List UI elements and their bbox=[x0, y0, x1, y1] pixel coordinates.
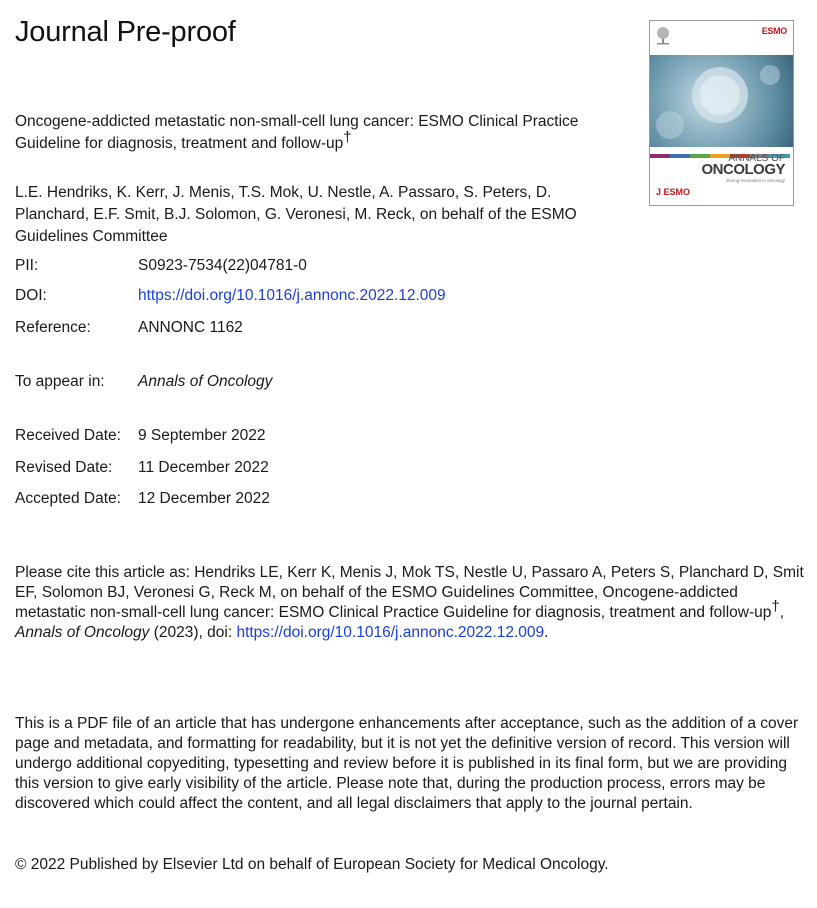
cite-dagger: † bbox=[771, 598, 780, 615]
cite-end: . bbox=[544, 624, 549, 641]
meta-received bbox=[15, 426, 266, 446]
cite-text: Please cite this article as: Hendriks LE, Kerr K, Menis J, Mok TS, Nestle U, Passaro A, Peters S, Planchard D, Smit EF, Solomon BJ, Veronesi G, Reck M, on behalf of the ESMO Guidelines Committee, Oncogene-addicted metastatic non-small-cell lung cancer: ESMO Clinical Practice Guideline for diagnosis, treatment and follow-up bbox=[15, 564, 804, 621]
cover-header bbox=[650, 21, 793, 55]
reference-label: Reference: bbox=[15, 319, 91, 336]
cover-color-segment bbox=[670, 154, 690, 158]
cover-annals: ANNALS OF bbox=[728, 153, 785, 164]
preproof-notice: This is a PDF file of an article that has undergone enhancements after acceptance, such as the addition of a cover page and metadata, and formatting for readability, but it is not yet the definitive version of record. This version will undergo additional copyediting, typesetting and review before it is published in its final form, but we are providing this version to give early visibility of the article. Please note that, during the production process, errors may be discovered which could affect the content, and all legal disclaimers that apply to the journal pertain. bbox=[15, 715, 799, 812]
copyright: © 2022 Published by Elsevier Ltd on behalf of European Society for Medical Oncology. bbox=[15, 856, 609, 873]
article-authors: L.E. Hendriks, K. Kerr, J. Menis, T.S. Mok, U. Nestle, A. Passaro, S. Peters, D. Planchard, E.F. Smit, B.J. Solomon, G. Veronesi, M. Reck, on behalf of the ESMO Guidelines Committee bbox=[15, 184, 577, 245]
cover-title bbox=[701, 153, 785, 186]
meta-accepted bbox=[15, 489, 270, 509]
revised-value: 11 December 2022 bbox=[138, 459, 269, 476]
appear-value: Annals of Oncology bbox=[138, 373, 273, 390]
elsevier-logo-icon bbox=[655, 25, 671, 45]
cover-color-segment bbox=[650, 154, 670, 158]
doi-label: DOI: bbox=[15, 287, 47, 304]
received-label: Received Date: bbox=[15, 427, 121, 444]
cover-tagline: driving innovation in oncology bbox=[725, 178, 785, 183]
esmo-logo: ESMO bbox=[761, 26, 787, 36]
cover-color-bar bbox=[650, 145, 793, 149]
citation bbox=[15, 563, 805, 643]
cover-image bbox=[650, 55, 793, 147]
cell-illustration-icon bbox=[650, 55, 793, 147]
meta-revised bbox=[15, 458, 269, 478]
cite-year-doi: (2023), doi: bbox=[149, 624, 237, 641]
received-value: 9 September 2022 bbox=[138, 427, 266, 444]
meta-appear bbox=[15, 372, 272, 392]
journal-cover bbox=[649, 20, 794, 206]
cite-journal: Annals of Oncology bbox=[15, 624, 150, 641]
doi-link[interactable]: https://doi.org/10.1016/j.annonc.2022.12.009 bbox=[138, 287, 446, 304]
meta-doi bbox=[15, 286, 446, 306]
pii-value: S0923-7534(22)04781-0 bbox=[138, 257, 307, 274]
accepted-value: 12 December 2022 bbox=[138, 490, 270, 507]
article-title-text: Oncogene-addicted metastatic non-small-cell lung cancer: ESMO Clinical Practice Guideline for diagnosis, treatment and follow-up bbox=[15, 113, 579, 152]
article-title bbox=[15, 111, 635, 155]
cite-doi-link[interactable]: https://doi.org/10.1016/j.annonc.2022.12.009 bbox=[236, 624, 545, 641]
meta-reference bbox=[15, 318, 243, 338]
appear-label: To appear in: bbox=[15, 373, 105, 390]
cite-separator: , bbox=[779, 604, 785, 621]
page-heading: Journal Pre-proof bbox=[15, 16, 236, 48]
accepted-label: Accepted Date: bbox=[15, 490, 121, 507]
meta-pii bbox=[15, 256, 307, 276]
revised-label: Revised Date: bbox=[15, 459, 113, 476]
cover-oncology: ONCOLOGY bbox=[701, 161, 785, 178]
reference-value: ANNONC 1162 bbox=[138, 319, 243, 336]
title-dagger: † bbox=[343, 129, 352, 146]
cover-j-esmo: J ESMO bbox=[656, 187, 691, 197]
pii-label: PII: bbox=[15, 257, 39, 274]
